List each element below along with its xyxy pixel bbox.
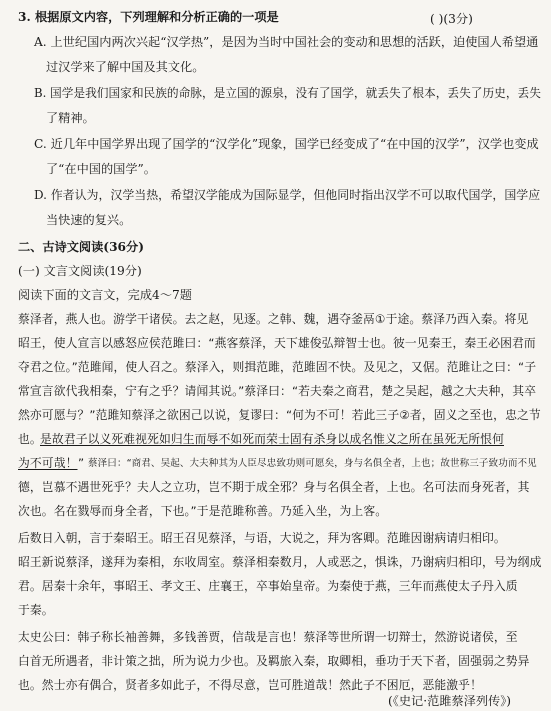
passage-p2-line-3: 次也。名在戮辱而身全者，下也。”于是范雎称善。乃延入坐，为上客。 <box>18 504 388 518</box>
passage-p4-line-3: 也。然士亦有偶合，贤者多如此子，不得尽意，岂可胜道哉！然此子不困厄，恶能激乎！ <box>18 678 482 692</box>
subsection-title: (一) 文言文阅读(19分) <box>18 264 142 278</box>
passage-source: (《史记·范雎蔡泽列传》) <box>388 694 512 708</box>
passage-p3-line-1: 后数日入朝，言于秦昭王。昭王召见蔡泽，与语，大说之，拜为客卿。范雎因谢病请归相印。 <box>18 531 506 545</box>
option-d-line-2: 当快速的复兴。 <box>46 213 132 227</box>
passage-p3-line-3: 君。居秦十余年，事昭王、孝文王、庄襄王，卒事始皇帝。为秦使于燕，三年而燕使太子丹入质 <box>18 579 518 593</box>
question-3-score: ( )(3分) <box>430 12 473 26</box>
passage-p3-line-2: 昭王新说蔡泽，遂拜为秦相，东收周室。蔡泽相秦数月，人或恶之，惧诛，乃谢病归相印，号为纲成 <box>18 555 542 569</box>
passage-p1-line-2: 昭王，使人宣言以感怒应侯范雎曰：“燕客蔡泽，天下雄俊弘辩智士也。彼一见秦王，秦王必困君而 <box>18 336 536 350</box>
passage-p1-line-5: 然亦可愿与？”范雎知蔡泽之欲困己以说，复谬曰：“何为不可！若此三子②者，固义之至也，忠之节 <box>18 408 541 422</box>
passage-p1-line-6: 也。 <box>18 432 42 446</box>
passage-p1-line-3: 夺君之位。”范雎闻，使人召之。蔡泽入，则揖范雎，范雎固不快。及见之，又倨。范雎让之曰：“子 <box>18 360 537 374</box>
option-b-line-2: 了精神。 <box>46 111 95 125</box>
instruction: 阅读下面的文言文，完成4～7题 <box>18 288 192 302</box>
passage-p1-line-1: 蔡泽者，燕人也。游学干诸侯。去之赵，见逐。之韩、魏，遇夺釜鬲①于途。蔡泽乃西入秦。将见 <box>18 312 529 326</box>
passage-p4-line-1: 太史公曰：韩子称长袖善舞，多钱善贾，信哉是言也！蔡泽等世所谓一切辩士，然游说诸侯，至 <box>18 630 518 644</box>
passage-p1-close-quote: ” <box>78 456 85 470</box>
section-title: 二、古诗文阅读(36分) <box>18 240 144 254</box>
passage-p2-line-2: 德，岂慕不遇世死乎？夫人之立功，岂不期于成全邪？身与名俱全者，上也。名可法而身死者，其 <box>18 480 530 494</box>
passage-p2-line-1: 蔡泽曰：“商君、吴起、大夫种其为人臣尽忠致功则可愿矣，身与名俱全者，上也；故世称三子致功而不见 <box>88 458 537 469</box>
option-d-line-1: D. 作者认为，汉学当热，希望汉学能成为国际显学，但他同时指出汉学不可以取代国学，国学应 <box>34 188 541 202</box>
option-a-line-1: A. 上世纪国内两次兴起“汉学热”，是因为当时中国社会的变动和思想的活跃，迫使国人希望通 <box>34 35 539 49</box>
option-a-line-2: 过汉学来了解中国及其文化。 <box>46 60 205 74</box>
option-c-line-2: 了“在中国的国学”。 <box>46 162 156 176</box>
question-3-stem: 3. 根据原文内容，下列理解和分析正确的一项是 <box>18 10 279 24</box>
passage-p4-line-2: 白首无所遇者，非计策之拙，所为说力少也。及羁旅入秦，取卿相，垂功于天下者，固强弱之势异 <box>18 654 530 668</box>
option-b-line-1: B. 国学是我们国家和民族的命脉，是立国的源泉，没有了国学，就丢失了根本，丢失了历史，丢失 <box>34 86 541 100</box>
underlined-sentence-line-1: 是故君子以义死难视死如归生而辱不如死而荣士固有杀身以成名惟义之所在虽死无所恨何 <box>40 432 504 446</box>
underlined-sentence-line-2: 为不可哉！ <box>18 456 78 470</box>
passage-p3-line-4: 于秦。 <box>18 603 54 617</box>
option-c-line-1: C. 近几年中国学界出现了国学的“汉学化”现象，国学已经变成了“在中国的汉学”，汉学也变成 <box>34 137 539 151</box>
passage-p1-line-4: 常宣言欲代我相秦，宁有之乎？请闻其说。”蔡泽曰：“若夫秦之商君，楚之吴起，越之大夫种，其卒 <box>18 384 537 398</box>
